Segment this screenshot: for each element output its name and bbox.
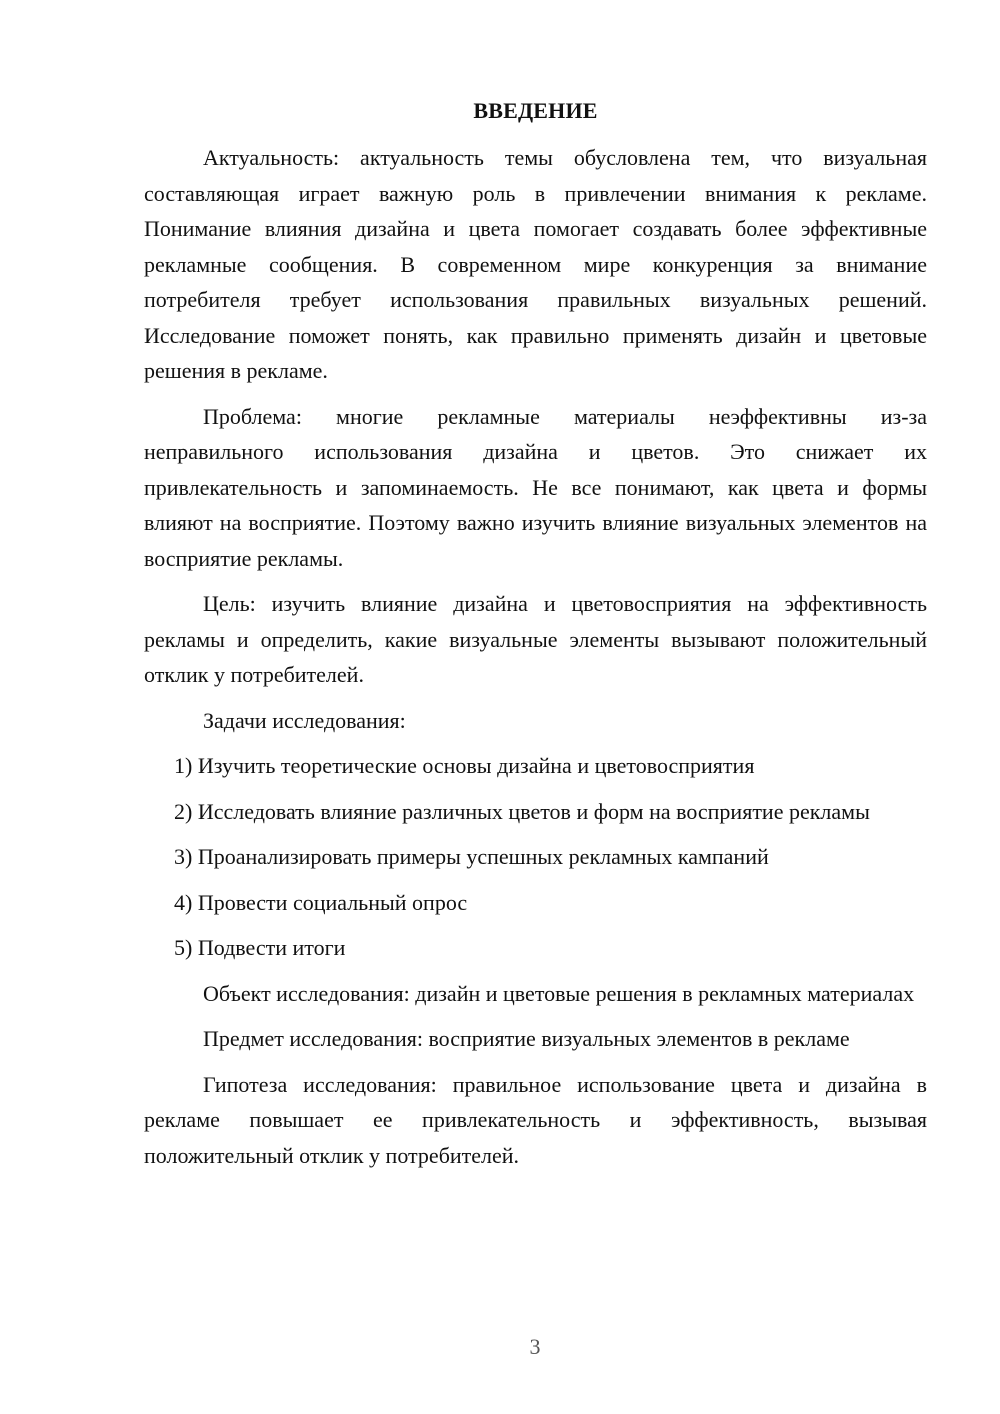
tasks-heading: Задачи исследования: (203, 707, 406, 733)
paragraph-hypothesis: Гипотеза исследования: правильное использование цвета и дизайна в рекламе повышает ее привлекательность и эффективность, вызывая положительный отклик у потребителей. (144, 1071, 927, 1168)
paragraph-relevance: Актуальность: актуальность темы обусловлена тем, что визуальная составляющая играет важную роль в привлечении внимания к рекламе. Понимание влияния дизайна и цвета помогает создавать более эффективные рекламные сообщения. В современном мире конкуренция за внимание потребителя требует использования правильных визуальных решений. Исследование поможет понять, как правильно применять дизайн и цветовые решения в рекламе. (144, 145, 927, 383)
task-item-4: 4) Провести социальный опрос (174, 889, 468, 915)
task-item-2: 2) Исследовать влияние различных цветов и форм на восприятие рекламы (174, 798, 870, 824)
page-number: 3 (529, 1334, 541, 1359)
paragraph-problem: Проблема: многие рекламные материалы неэффективны из-за неправильного использования дизайна и цветов. Это снижает их привлекательность и запоминаемость. Не все понимают, как цвета и формы влияют на восприятие. Поэтому важно изучить влияние визуальных элементов на восприятие рекламы. (144, 403, 927, 571)
task-item-3: 3) Проанализировать примеры успешных рекламных кампаний (174, 844, 769, 869)
task-item-1: 1) Изучить теоретические основы дизайна и цветовосприятия (174, 753, 755, 778)
task-item-5: 5) Подвести итоги (174, 935, 346, 960)
paragraph-subject: Предмет исследования: восприятие визуальных элементов в рекламе (203, 1026, 850, 1051)
paragraph-goal: Цель: изучить влияние дизайна и цветовосприятия на эффективность рекламы и определить, какие визуальные элементы вызывают положительный отклик у потребителей. (144, 591, 927, 687)
page-title: ВВЕДЕНИЕ (473, 98, 598, 123)
paragraph-object: Объект исследования: дизайн и цветовые решения в рекламных материалах (203, 980, 915, 1006)
page-content (144, 96, 927, 1173)
